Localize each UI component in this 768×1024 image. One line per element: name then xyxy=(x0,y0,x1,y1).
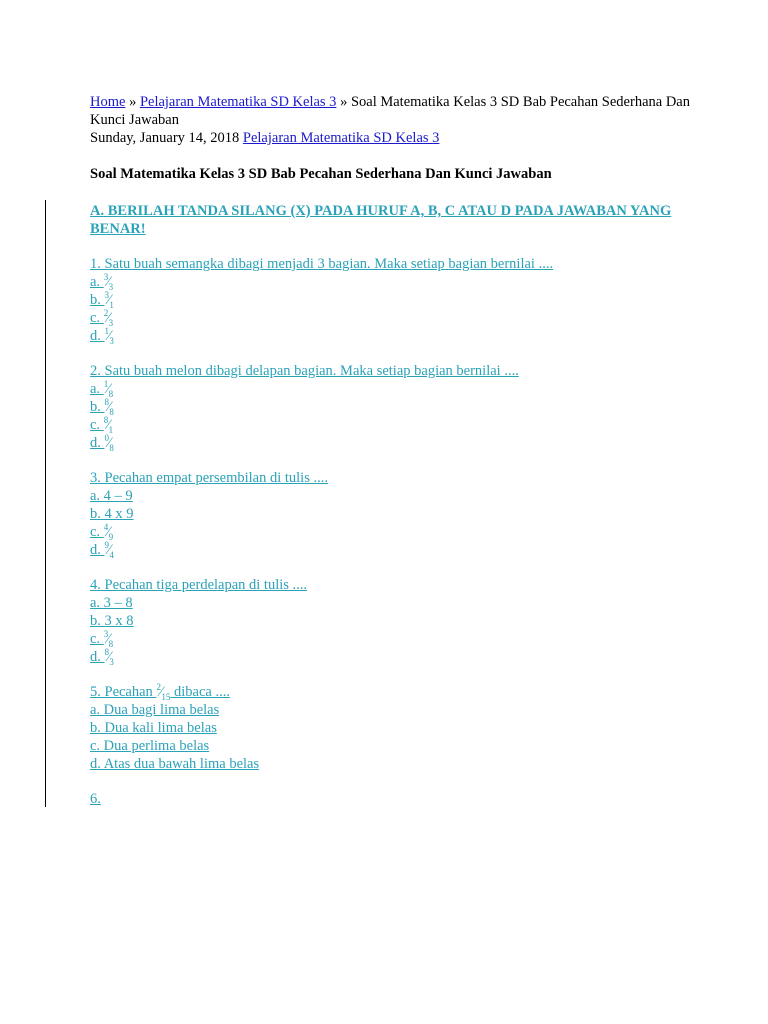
fraction-slash: ⁄ xyxy=(108,435,111,451)
question-text-link[interactable]: 2. Satu buah melon dibagi delapan bagian. Maka setiap bagian bernilai .... xyxy=(90,363,519,379)
question-block xyxy=(90,255,690,345)
fraction xyxy=(105,434,114,452)
fraction-denominator: 15 xyxy=(161,691,171,702)
option-prefix: b. xyxy=(90,292,105,308)
fraction-denominator: 3 xyxy=(109,335,114,346)
fraction-numerator: 3 xyxy=(104,290,109,301)
fraction-denominator: 8 xyxy=(109,406,114,417)
breadcrumb-current: Soal Matematika Kelas 3 SD Bab Pecahan Sederhana Dan Kunci Jawaban xyxy=(90,94,690,128)
breadcrumb xyxy=(90,93,690,129)
answer-option-link[interactable]: b. 3 x 8 xyxy=(90,613,134,629)
next-question-link[interactable]: 6. xyxy=(90,791,101,807)
quiz-body xyxy=(90,202,690,808)
fraction-slash: ⁄ xyxy=(107,310,110,326)
fraction xyxy=(104,523,113,541)
option-prefix: a. xyxy=(90,381,104,397)
option-prefix: c. xyxy=(90,417,104,433)
answer-option-link[interactable]: a. 3 – 8 xyxy=(90,595,133,611)
fraction xyxy=(104,630,113,648)
fraction-denominator: 3 xyxy=(109,656,114,667)
breadcrumb-home-link[interactable]: Home xyxy=(90,94,126,110)
post-title: Soal Matematika Kelas 3 SD Bab Pecahan Sederhana Dan Kunci Jawaban xyxy=(90,166,552,182)
fraction-numerator: 8 xyxy=(104,397,109,408)
option-prefix: c. xyxy=(90,631,104,647)
fraction-numerator: 9 xyxy=(104,540,109,551)
question-block xyxy=(90,683,690,773)
option-prefix: d. xyxy=(90,649,105,665)
fraction-denominator: 8 xyxy=(108,638,114,649)
fraction-slash: ⁄ xyxy=(108,328,111,344)
question-text-link[interactable]: 3. Pecahan empat persembilan di tulis .... xyxy=(90,470,328,486)
answer-option-link[interactable]: b. Dua kali lima belas xyxy=(90,720,217,736)
fraction-slash: ⁄ xyxy=(159,684,163,700)
breadcrumb-separator: » xyxy=(129,94,137,110)
section-heading-link[interactable]: A. BERILAH TANDA SILANG (X) PADA HURUF A, B, C ATAU D PADA JAWABAN YANG BENAR! xyxy=(90,203,672,237)
question-text-link[interactable] xyxy=(90,683,690,701)
option-prefix: b. xyxy=(90,399,105,415)
answer-option-link[interactable] xyxy=(90,630,690,648)
answer-option-link[interactable]: c. Dua perlima belas xyxy=(90,738,210,754)
option-prefix: d. xyxy=(90,542,105,558)
answer-option-link[interactable] xyxy=(90,380,690,398)
fraction-denominator: 8 xyxy=(109,442,114,453)
answer-option-link[interactable] xyxy=(90,416,690,434)
question-list xyxy=(90,255,690,773)
answer-option-link[interactable] xyxy=(90,273,690,291)
fraction-slash: ⁄ xyxy=(108,542,111,558)
breadcrumb-separator: » xyxy=(340,94,348,110)
fraction-denominator: 9 xyxy=(108,531,114,542)
fraction-numerator: 2 xyxy=(156,682,161,693)
fraction xyxy=(104,416,113,434)
fraction-slash: ⁄ xyxy=(107,417,110,433)
fraction-slash: ⁄ xyxy=(108,292,111,308)
fraction-numerator: 3 xyxy=(103,629,109,640)
question-text-suffix: dibaca .... xyxy=(170,684,230,700)
option-prefix: d. xyxy=(90,435,105,451)
answer-option-link[interactable] xyxy=(90,327,690,345)
fraction-numerator: 4 xyxy=(103,522,109,533)
fraction-slash: ⁄ xyxy=(107,381,110,397)
option-prefix: c. xyxy=(90,310,104,326)
fraction-slash: ⁄ xyxy=(107,274,110,290)
post-meta xyxy=(90,129,690,147)
answer-option-link[interactable] xyxy=(90,434,690,452)
fraction-numerator: 8 xyxy=(104,647,109,658)
fraction xyxy=(104,380,113,398)
post-category-link[interactable]: Pelajaran Matematika SD Kelas 3 xyxy=(242,130,440,146)
fraction-denominator: 3 xyxy=(108,281,114,292)
fraction xyxy=(104,273,113,291)
fraction-numerator: 8 xyxy=(103,415,109,426)
fraction-numerator: 2 xyxy=(103,308,109,319)
answer-option-link[interactable] xyxy=(90,291,690,309)
fraction-numerator: 3 xyxy=(103,272,109,283)
question-block xyxy=(90,362,690,452)
answer-option-link[interactable]: b. 4 x 9 xyxy=(90,506,134,522)
option-prefix: c. xyxy=(90,524,104,540)
option-prefix: d. xyxy=(90,328,105,344)
fraction-slash: ⁄ xyxy=(108,399,111,415)
fraction-denominator: 8 xyxy=(108,388,114,399)
fraction xyxy=(105,327,114,345)
answer-option-link[interactable] xyxy=(90,541,690,559)
fraction-denominator: 1 xyxy=(109,299,114,310)
answer-option-link[interactable]: a. Dua bagi lima belas xyxy=(90,702,220,718)
fraction xyxy=(105,648,114,666)
fraction-denominator: 4 xyxy=(109,549,114,560)
fraction-slash: ⁄ xyxy=(108,649,111,665)
fraction-numerator: 1 xyxy=(103,379,109,390)
breadcrumb-category-link[interactable]: Pelajaran Matematika SD Kelas 3 xyxy=(139,94,337,110)
fraction xyxy=(105,291,114,309)
option-prefix: a. xyxy=(90,274,104,290)
answer-option-link[interactable]: d. Atas dua bawah lima belas xyxy=(90,756,260,772)
answer-option-link[interactable] xyxy=(90,398,690,416)
post-date: Sunday, January 14, 2018 xyxy=(90,130,240,146)
fraction-slash: ⁄ xyxy=(107,631,110,647)
answer-option-link[interactable]: a. 4 – 9 xyxy=(90,488,133,504)
fraction-numerator: 1 xyxy=(104,326,109,337)
answer-option-link[interactable] xyxy=(90,309,690,327)
fraction xyxy=(105,398,114,416)
fraction-denominator: 1 xyxy=(108,424,114,435)
question-text-prefix: 5. Pecahan xyxy=(90,684,157,700)
fraction xyxy=(104,309,113,327)
fraction-denominator: 3 xyxy=(108,317,114,328)
question-block xyxy=(90,469,690,559)
question-block xyxy=(90,576,690,666)
answer-option-link[interactable] xyxy=(90,648,690,666)
blockquote-bar xyxy=(45,200,46,807)
question-text-link[interactable]: 4. Pecahan tiga perdelapan di tulis .... xyxy=(90,577,308,593)
fraction xyxy=(105,541,114,559)
answer-option-link[interactable] xyxy=(90,523,690,541)
fraction-slash: ⁄ xyxy=(107,524,110,540)
question-text-link[interactable]: 1. Satu buah semangka dibagi menjadi 3 bagian. Maka setiap bagian bernilai .... xyxy=(90,256,554,272)
fraction-numerator: 0 xyxy=(104,433,109,444)
fraction xyxy=(156,683,170,701)
post-content xyxy=(90,93,690,808)
